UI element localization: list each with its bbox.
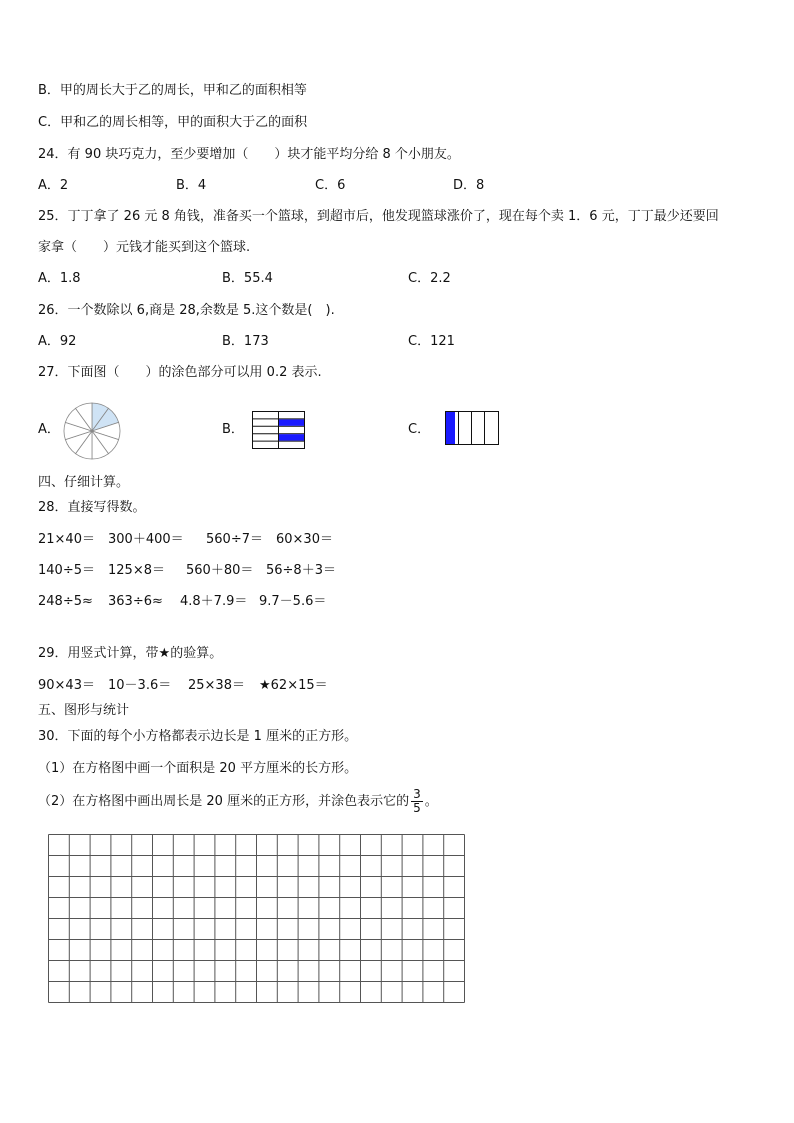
q30-part2-text: （2）在方格图中画出周长是 20 厘米的正方形，并涂色表示它的 xyxy=(38,794,410,809)
shaded-stripe xyxy=(279,434,304,440)
q27-label-c: C． xyxy=(408,422,431,437)
q29-item: 90×43＝ xyxy=(38,678,95,693)
q28-item: 60×30＝ xyxy=(276,532,333,547)
q27-label-a: A． xyxy=(38,422,60,437)
q28-item: 56÷8＋3＝ xyxy=(266,563,336,578)
fraction-three-fifths xyxy=(411,788,423,815)
q27-stem: 27．下面图（ ）的涂色部分可以用 0.2 表示. xyxy=(38,365,322,380)
q26-stem: 26．一个数除以 6,商是 28,余数是 5.这个数是( ). xyxy=(38,303,335,318)
q28-item: 363÷6≈ xyxy=(108,594,163,609)
q30-part1: （1）在方格图中画一个面积是 20 平方厘米的长方形。 xyxy=(38,761,358,776)
q24-option-a: A．2 xyxy=(38,178,69,193)
q24-option-b: B．4 xyxy=(176,178,207,193)
q27-figure-a-circle xyxy=(62,401,122,461)
q26-option-c: C．121 xyxy=(408,334,455,349)
q28-item: 560÷7＝ xyxy=(206,532,263,547)
fraction-numerator: 3 xyxy=(413,787,421,801)
q28-item: 21×40＝ xyxy=(38,532,95,547)
q30-stem: 30．下面的每个小方格都表示边长是 1 厘米的正方形。 xyxy=(38,729,358,744)
section4-title: 四、仔细计算。 xyxy=(38,475,130,490)
q24-option-c: C．6 xyxy=(315,178,346,193)
q28-item: 4.8＋7.9＝ xyxy=(180,594,248,609)
section5-title: 五、图形与统计 xyxy=(38,703,130,718)
q29-item: ★62×15＝ xyxy=(259,678,328,693)
q29-item: 25×38＝ xyxy=(188,678,245,693)
q25-option-a: A．1.8 xyxy=(38,271,81,286)
q26-option-b: B．173 xyxy=(222,334,269,349)
q28-item: 248÷5≈ xyxy=(38,594,93,609)
q26-option-a: A．92 xyxy=(38,334,77,349)
q23-option-b: B．甲的周长大于乙的周长，甲和乙的面积相等 xyxy=(38,83,307,98)
q27-figure-b-bars xyxy=(252,411,306,451)
square-grid[interactable] xyxy=(48,834,468,1006)
shaded-stripe xyxy=(279,419,304,425)
fraction-denominator: 5 xyxy=(413,801,421,815)
q23-option-c: C．甲和乙的周长相等，甲的面积大于乙的面积 xyxy=(38,115,308,130)
q28-item: 140÷5＝ xyxy=(38,563,95,578)
q28-item: 9.7－5.6＝ xyxy=(259,594,327,609)
q25-stem-line2: 家拿（ ）元钱才能买到这个篮球. xyxy=(38,240,251,255)
q25-stem-line1: 25．丁丁拿了 26 元 8 角钱，准备买一个篮球，到超市后，他发现篮球涨价了，现在每个卖 1．6 元，丁丁最少还要回 xyxy=(38,209,719,224)
q28-item: 125×8＝ xyxy=(108,563,165,578)
q29-item: 10－3.6＝ xyxy=(108,678,172,693)
q27-label-b: B． xyxy=(222,422,244,437)
q30-part2 xyxy=(38,788,438,815)
q28-item: 560＋80＝ xyxy=(186,563,254,578)
q30-part2-end: 。 xyxy=(424,794,438,809)
q25-option-b: B．55.4 xyxy=(222,271,273,286)
q28-item: 300＋400＝ xyxy=(108,532,184,547)
q24-stem: 24．有 90 块巧克力，至少要增加（ ）块才能平均分给 8 个小朋友。 xyxy=(38,147,460,162)
q27-figure-c-rectangle xyxy=(445,411,501,447)
q29-title: 29．用竖式计算，带★的验算。 xyxy=(38,646,223,661)
q25-option-c: C．2.2 xyxy=(408,271,451,286)
q28-title: 28．直接写得数。 xyxy=(38,500,146,515)
q24-option-d: D．8 xyxy=(453,178,485,193)
